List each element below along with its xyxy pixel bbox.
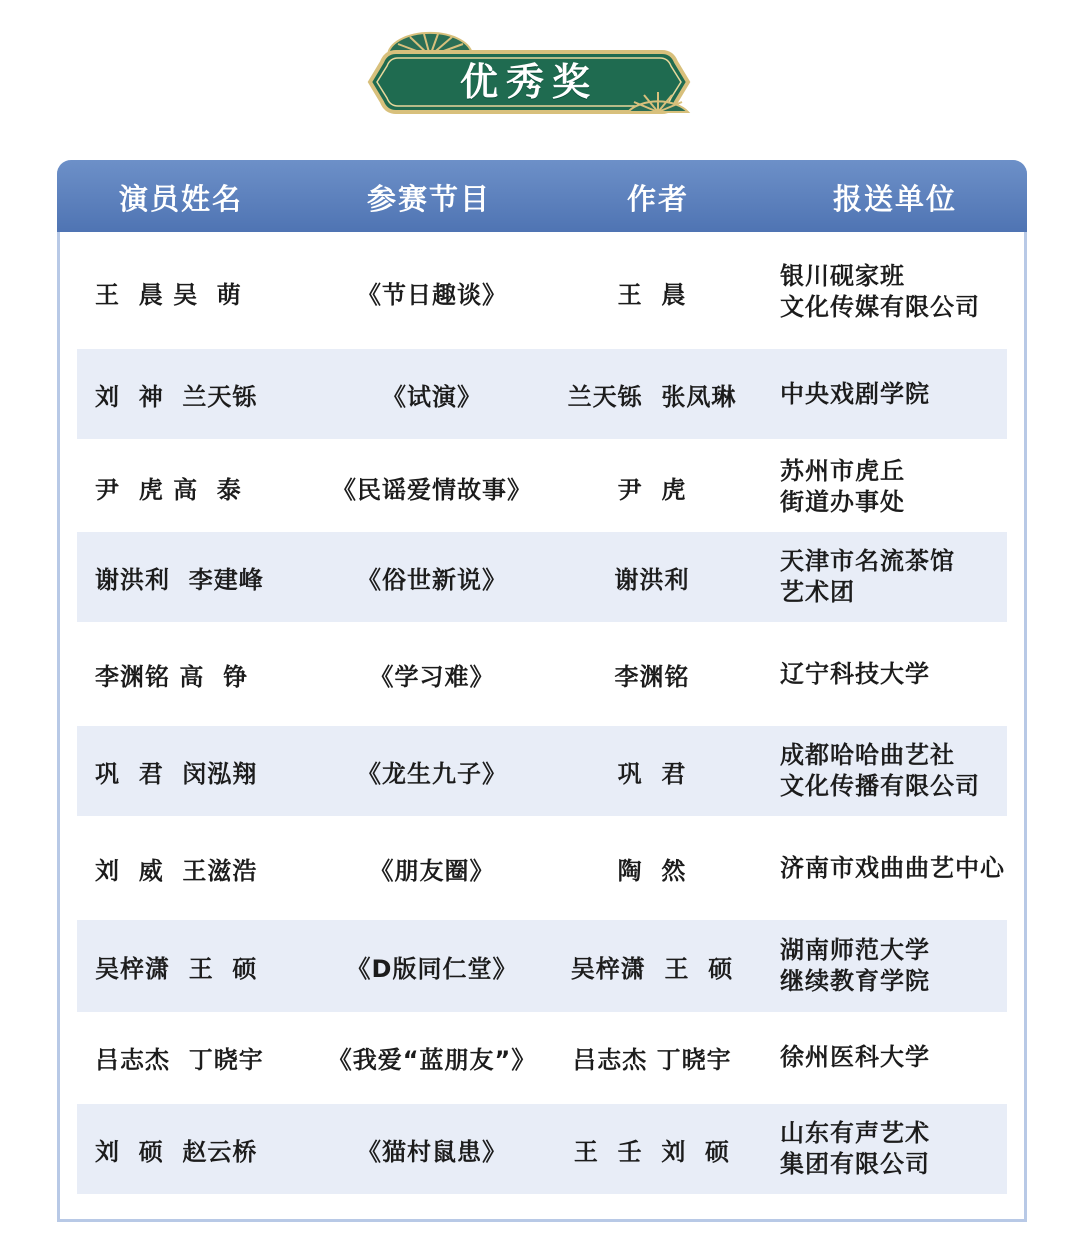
unit-cell: 济南市戏曲曲艺中心 bbox=[780, 853, 1005, 882]
table-row bbox=[77, 1012, 1007, 1102]
author-cell: 尹 虎 bbox=[617, 475, 687, 504]
program-cell: 《猫村鼠患》 bbox=[357, 1137, 507, 1166]
program-cell: 《学习难》 bbox=[369, 662, 495, 691]
unit-cell: 苏州市虎丘 街道办事处 bbox=[780, 457, 905, 516]
author-cell: 吕志杰 丁晓宇 bbox=[572, 1045, 732, 1074]
unit-cell: 天津市名流茶馆 艺术团 bbox=[780, 547, 955, 606]
table-row bbox=[77, 532, 1007, 622]
table-row bbox=[77, 818, 1007, 918]
performers-cell: 王 晨 吴 萌 bbox=[95, 280, 242, 309]
author-cell: 兰天铄 张凤琳 bbox=[567, 382, 737, 411]
unit-cell: 徐州医科大学 bbox=[780, 1042, 930, 1071]
program-cell: 《我爱“蓝朋友”》 bbox=[327, 1045, 537, 1074]
program-cell: 《龙生九子》 bbox=[357, 759, 507, 788]
table-row bbox=[77, 1104, 1007, 1194]
header-program: 参赛节目 bbox=[366, 182, 491, 216]
table-row bbox=[77, 236, 1007, 348]
unit-cell: 成都哈哈曲艺社 文化传播有限公司 bbox=[780, 741, 980, 800]
header-author: 作者 bbox=[626, 182, 689, 216]
performers-cell: 巩 君 闵泓翔 bbox=[95, 759, 258, 788]
unit-cell: 辽宁科技大学 bbox=[780, 659, 930, 688]
header-performers: 演员姓名 bbox=[118, 182, 243, 216]
table-header bbox=[57, 160, 1027, 232]
author-cell: 陶 然 bbox=[617, 856, 687, 885]
header-unit: 报送单位 bbox=[832, 182, 957, 216]
program-cell: 《D版同仁堂》 bbox=[346, 954, 518, 983]
table-row bbox=[77, 624, 1007, 724]
author-cell: 巩 君 bbox=[617, 759, 687, 788]
table-row bbox=[77, 349, 1007, 439]
table-row bbox=[77, 920, 1007, 1012]
performers-cell: 吕志杰 丁晓宇 bbox=[95, 1045, 264, 1074]
program-cell: 《试演》 bbox=[382, 382, 482, 411]
performers-cell: 刘 神 兰天铄 bbox=[95, 382, 258, 411]
author-cell: 王 晨 bbox=[617, 280, 687, 309]
unit-cell: 山东有声艺术 集团有限公司 bbox=[780, 1119, 930, 1178]
unit-cell: 银川砚家班 文化传媒有限公司 bbox=[780, 262, 980, 321]
author-cell: 王 壬 刘 硕 bbox=[573, 1137, 731, 1166]
program-cell: 《俗世新说》 bbox=[357, 565, 507, 594]
author-cell: 谢洪利 bbox=[614, 565, 690, 594]
award-title: 优秀奖 bbox=[459, 60, 598, 104]
author-cell: 李渊铭 bbox=[614, 662, 690, 691]
unit-cell: 湖南师范大学 继续教育学院 bbox=[780, 936, 930, 995]
table-row bbox=[77, 726, 1007, 816]
table-row bbox=[77, 441, 1007, 533]
performers-cell: 刘 威 王滋浩 bbox=[95, 856, 258, 885]
performers-cell: 谢洪利 李建峰 bbox=[95, 565, 264, 594]
performers-cell: 吴梓潇 王 硕 bbox=[95, 954, 258, 983]
performers-cell: 尹 虎 高 泰 bbox=[95, 475, 242, 504]
performers-cell: 刘 硕 赵云桥 bbox=[95, 1137, 258, 1166]
program-cell: 《朋友圈》 bbox=[369, 856, 495, 885]
program-cell: 《民谣爱情故事》 bbox=[332, 475, 532, 504]
award-banner bbox=[366, 26, 692, 122]
performers-cell: 李渊铭 高 铮 bbox=[95, 662, 249, 691]
program-cell: 《节日趣谈》 bbox=[357, 280, 507, 309]
author-cell: 吴梓潇 王 硕 bbox=[570, 954, 734, 983]
unit-cell: 中央戏剧学院 bbox=[780, 379, 930, 408]
